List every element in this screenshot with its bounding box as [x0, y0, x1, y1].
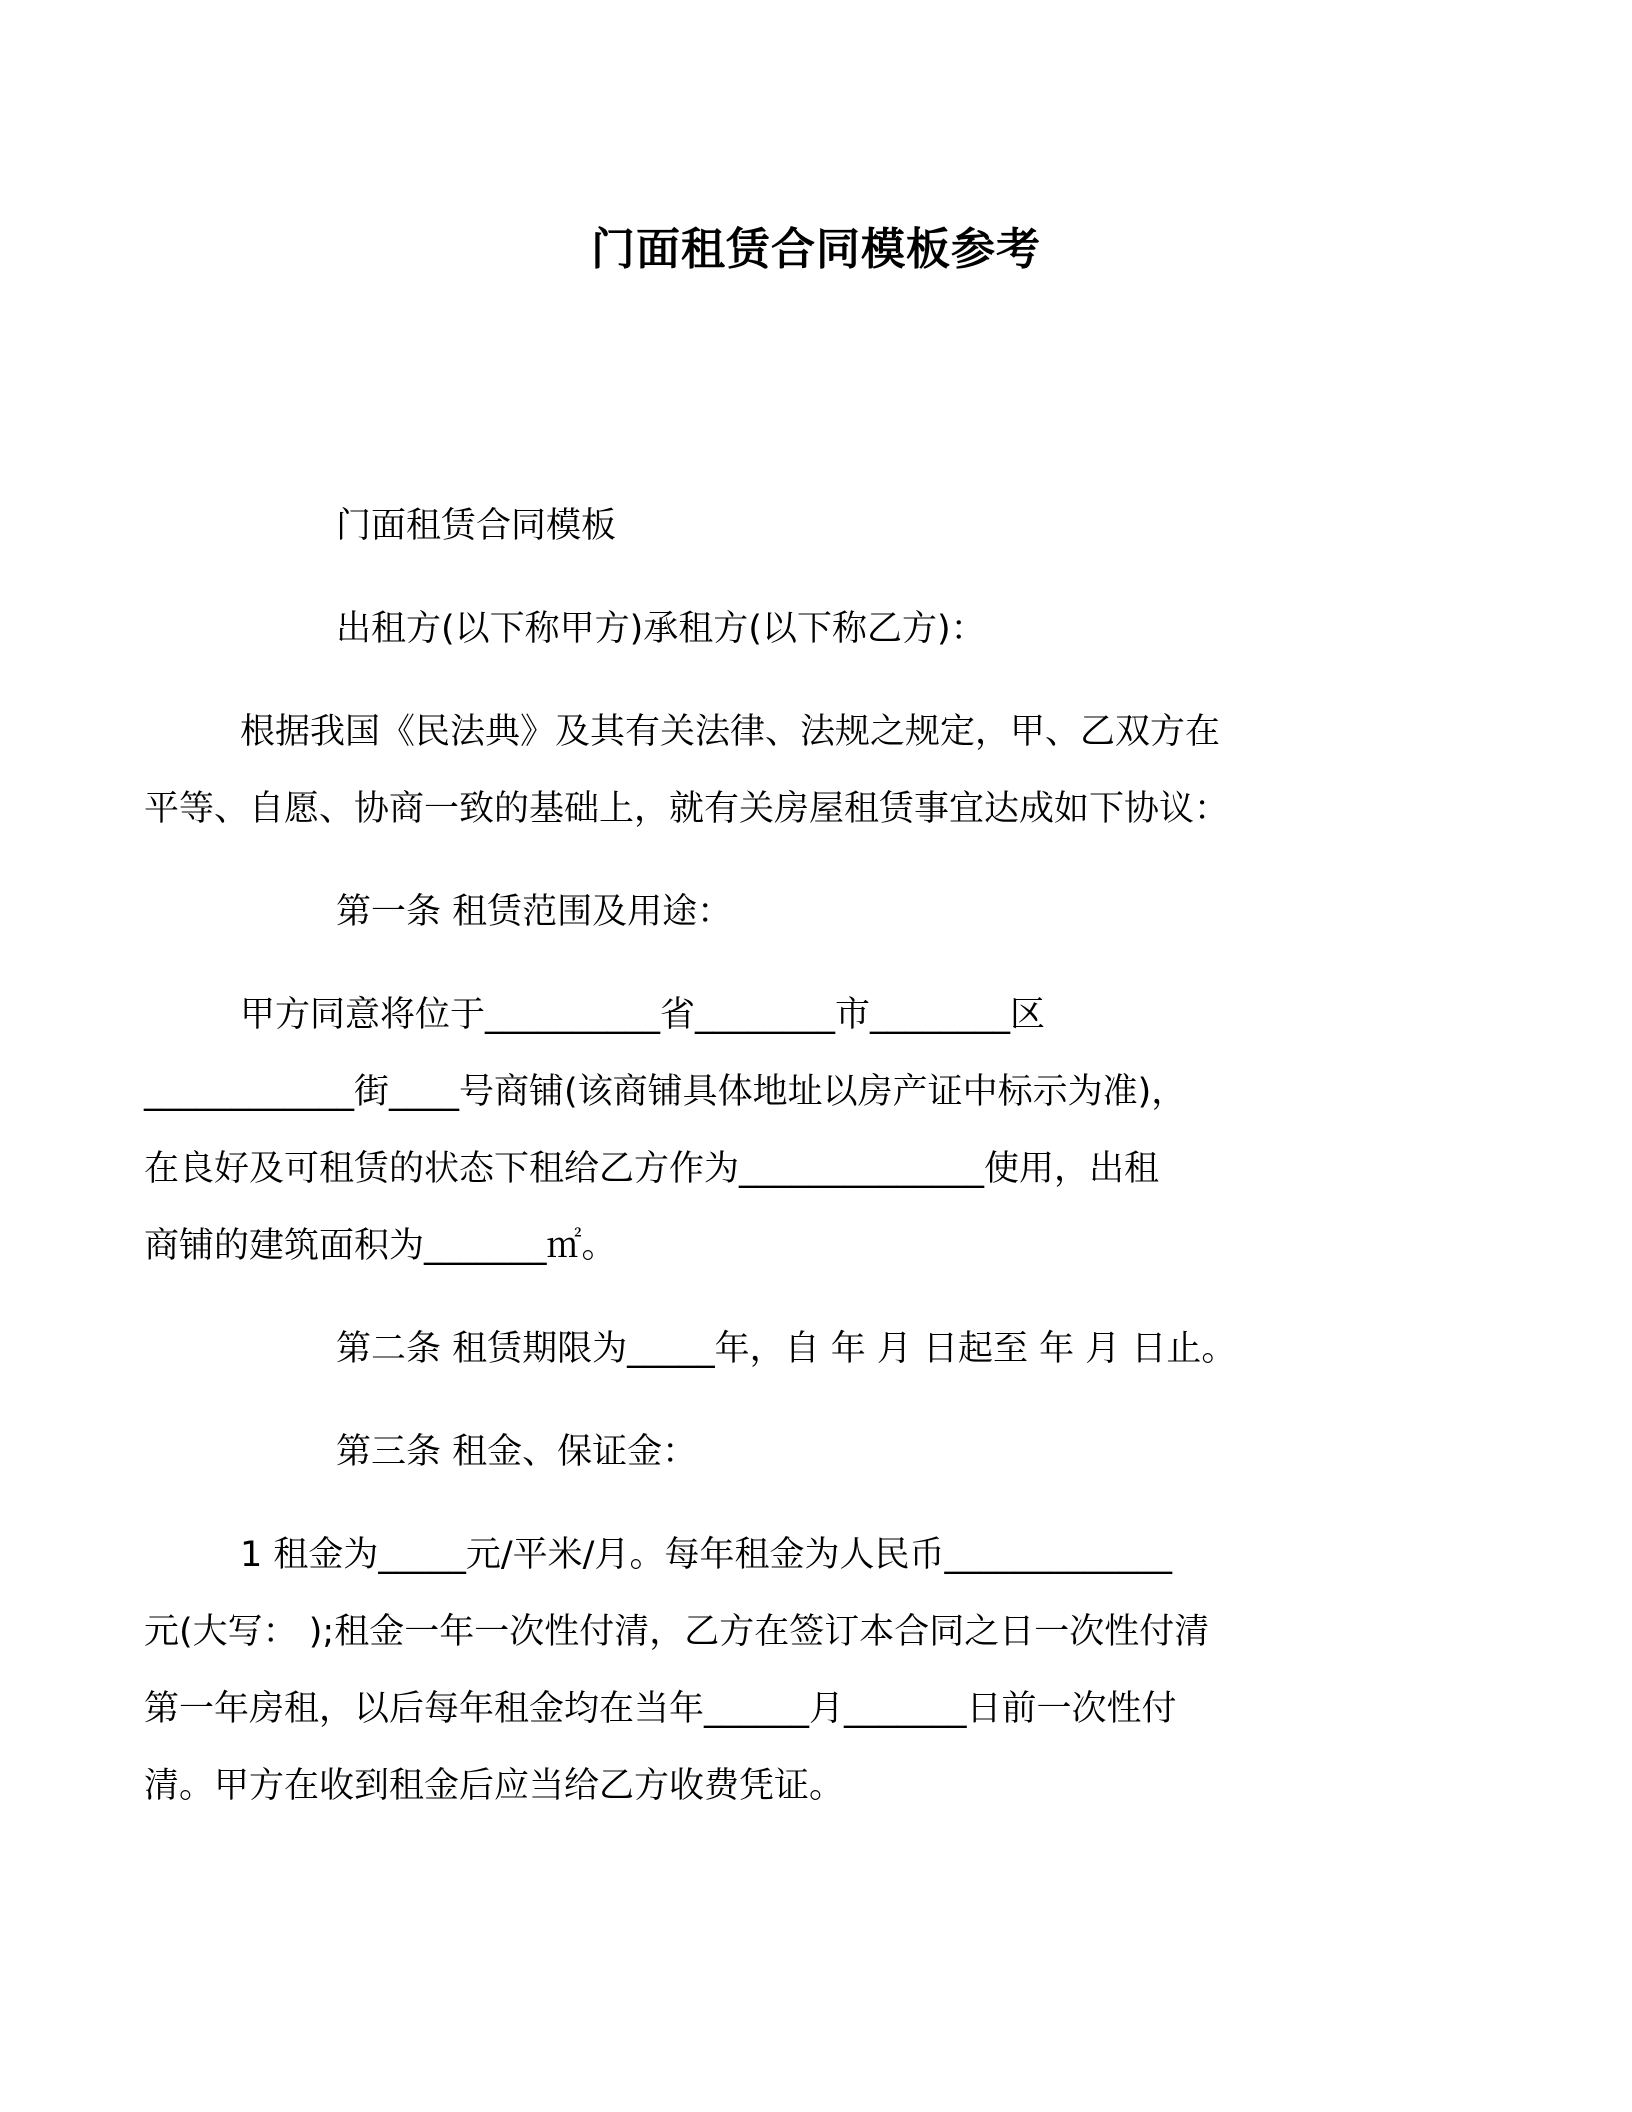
text-line: 根据我国《民法典》及其有关法律、法规之规定，甲、乙双方在 — [240, 712, 1221, 752]
text-line: 第二条 租赁期限为_____年，自 年 月 日起至 年 月 日止。 — [336, 1329, 1237, 1369]
text-line: 门面租赁合同模板 — [336, 506, 617, 546]
paragraph-article-2 — [240, 1311, 1380, 1388]
paragraph-parties — [240, 591, 1380, 668]
text-line: 平等、自愿、协商一致的基础上，就有关房屋租赁事宜达成如下协议： — [144, 789, 1230, 829]
document-title: 门面租赁合同模板参考 — [591, 224, 1041, 275]
text-line: 第三条 租金、保证金： — [336, 1432, 698, 1472]
paragraph-article-3-body — [144, 1517, 1380, 1825]
text-line: 商铺的建筑面积为_______㎡。 — [144, 1226, 617, 1266]
paragraph-article-3-heading — [240, 1414, 1380, 1491]
text-line: 第一年房租，以后每年租金均在当年______月_______日前一次性付 — [144, 1689, 1177, 1729]
paragraph-heading — [240, 488, 1380, 565]
paragraph-article-1-body — [144, 977, 1380, 1285]
paragraph-preamble — [144, 694, 1380, 848]
text-line: 清。甲方在收到租金后应当给乙方收费凭证。 — [144, 1766, 845, 1806]
text-line: 甲方同意将位于__________省________市________区 — [240, 995, 1046, 1035]
text-line: 1 租金为_____元/平米/月。每年租金为人民币_____________ — [240, 1535, 1172, 1575]
text-line: 第一条 租赁范围及用途： — [336, 892, 733, 932]
document-body — [144, 488, 1380, 1851]
text-line: 元(大写： );租金一年一次性付清，乙方在签订本合同之日一次性付清 — [144, 1612, 1210, 1652]
text-line: ____________街____号商铺(该商铺具体地址以房产证中标示为准)， — [144, 1072, 1187, 1112]
text-line: 出租方(以下称甲方)承租方(以下称乙方)： — [336, 609, 986, 649]
text-line: 在良好及可租赁的状态下租给乙方作为______________使用，出租 — [144, 1149, 1160, 1189]
paragraph-article-1-heading — [240, 874, 1380, 951]
